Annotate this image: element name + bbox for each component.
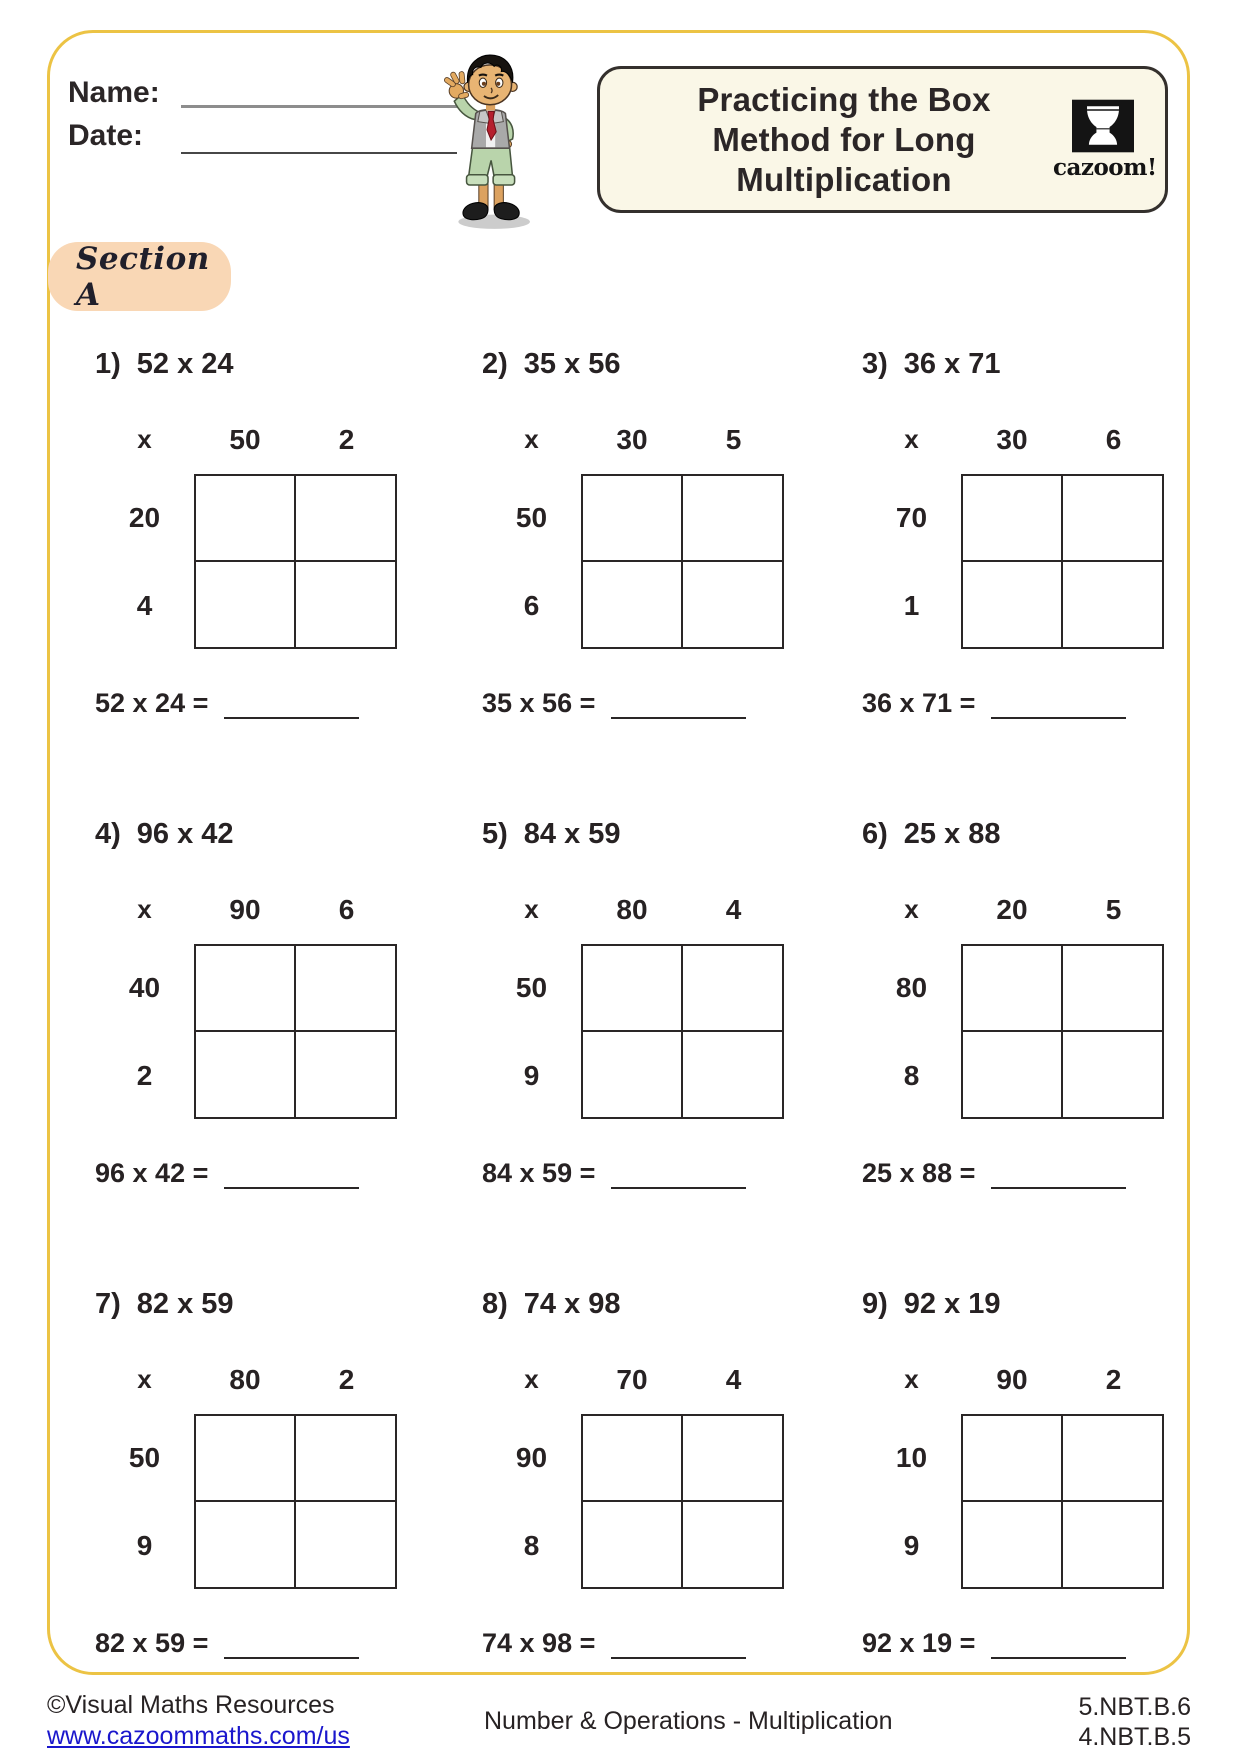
answer-prefix: 92 x 19 = <box>862 1628 976 1658</box>
empty-product-cell <box>1063 944 1164 1032</box>
footer-standards <box>1078 1692 1191 1752</box>
title-line: Multiplication <box>736 161 952 198</box>
drum-icon <box>1072 99 1134 153</box>
answer-blank-line <box>611 681 746 719</box>
column-header: 20 <box>996 894 1028 925</box>
problem-label <box>482 1288 855 1321</box>
problem-expression: 36 x 71 <box>903 348 1001 380</box>
section-a-badge <box>48 242 231 311</box>
problem-label <box>482 348 855 381</box>
answer-prefix: 52 x 24 = <box>95 688 209 718</box>
empty-product-cell <box>1063 1032 1164 1119</box>
answer-row <box>482 681 855 719</box>
answer-blank-line <box>991 1151 1126 1189</box>
title-line: Practicing the Box <box>697 81 991 118</box>
footer-topic: Number & Operations - Multiplication <box>484 1707 893 1735</box>
title-line: Method for Long <box>712 121 976 158</box>
answer-blank-line <box>611 1621 746 1659</box>
box-method-table <box>482 1364 855 1589</box>
answer-row <box>482 1621 855 1659</box>
problem-block-4 <box>88 810 475 1280</box>
problem-label <box>95 1288 475 1321</box>
problem-expression: 84 x 59 <box>523 818 621 850</box>
column-header: 6 <box>338 894 355 925</box>
problem-block-6 <box>855 810 1168 1280</box>
empty-product-cell <box>1063 474 1164 562</box>
answer-row <box>862 1151 1168 1189</box>
problem-number: 2) <box>482 348 508 380</box>
empty-product-cell <box>581 1414 683 1502</box>
empty-product-cell <box>961 1414 1063 1502</box>
problem-block-7 <box>88 1280 475 1750</box>
row-header: 80 <box>895 972 928 1003</box>
row-header: 4 <box>136 589 153 621</box>
empty-product-cell <box>581 1502 683 1589</box>
row-header: 9 <box>523 1059 540 1091</box>
column-header: 30 <box>996 424 1028 455</box>
row-header: 10 <box>895 1442 928 1473</box>
column-header: 2 <box>338 1364 355 1395</box>
column-header: 90 <box>229 894 261 925</box>
empty-product-cell <box>683 944 784 1032</box>
multiply-symbol: x <box>524 424 539 454</box>
empty-product-cell <box>194 562 296 649</box>
problem-label <box>95 348 475 381</box>
row-header: 40 <box>128 972 161 1003</box>
empty-product-cell <box>683 474 784 562</box>
problem-expression: 92 x 19 <box>903 1288 1001 1320</box>
multiply-symbol: x <box>524 894 539 924</box>
answer-blank-line <box>224 681 359 719</box>
empty-product-cell <box>961 1502 1063 1589</box>
row-header: 70 <box>895 502 928 533</box>
name-label: Name: <box>68 76 160 109</box>
column-header: 5 <box>1105 894 1122 925</box>
box-method-table <box>482 424 855 649</box>
box-method-table <box>862 424 1168 649</box>
answer-row <box>95 1151 475 1189</box>
row-header: 1 <box>903 589 920 621</box>
problem-block-8 <box>475 1280 855 1750</box>
problem-expression: 96 x 42 <box>136 818 234 850</box>
problem-expression: 35 x 56 <box>523 348 621 380</box>
problem-label <box>482 818 855 851</box>
row-header: 90 <box>515 1442 548 1473</box>
row-header: 50 <box>128 1442 161 1473</box>
problem-number: 7) <box>95 1288 121 1320</box>
empty-product-cell <box>296 1032 397 1119</box>
standard-code: 4.NBT.B.5 <box>1078 1723 1191 1751</box>
empty-product-cell <box>296 1414 397 1502</box>
empty-product-cell <box>683 562 784 649</box>
answer-prefix: 84 x 59 = <box>482 1158 596 1188</box>
box-method-table <box>862 894 1168 1119</box>
answer-prefix: 35 x 56 = <box>482 688 596 718</box>
box-method-table <box>862 1364 1168 1589</box>
empty-product-cell <box>683 1502 784 1589</box>
empty-product-cell <box>194 1032 296 1119</box>
problem-number: 3) <box>862 348 888 380</box>
empty-product-cell <box>961 944 1063 1032</box>
column-header: 4 <box>725 1364 742 1395</box>
answer-row <box>862 1621 1168 1659</box>
answer-prefix: 96 x 42 = <box>95 1158 209 1188</box>
answer-blank-line <box>224 1151 359 1189</box>
row-header: 50 <box>515 972 548 1003</box>
empty-product-cell <box>194 474 296 562</box>
problem-number: 4) <box>95 818 121 850</box>
multiply-symbol: x <box>904 424 919 454</box>
empty-product-cell <box>296 474 397 562</box>
column-header: 4 <box>725 894 742 925</box>
column-header: 6 <box>1105 424 1122 455</box>
empty-product-cell <box>581 562 683 649</box>
worksheet-title-box <box>597 66 1168 213</box>
row-header: 9 <box>136 1529 153 1561</box>
answer-row <box>862 681 1168 719</box>
problem-number: 9) <box>862 1288 888 1320</box>
problem-expression: 25 x 88 <box>903 818 1001 850</box>
column-header: 50 <box>229 424 261 455</box>
row-header: 2 <box>136 1059 153 1091</box>
name-blank-line <box>181 105 458 108</box>
row-header: 8 <box>903 1059 920 1091</box>
empty-product-cell <box>961 1032 1063 1119</box>
multiply-symbol: x <box>137 424 152 454</box>
problem-block-2 <box>475 340 855 810</box>
problem-block-5 <box>475 810 855 1280</box>
multiply-symbol: x <box>904 1364 919 1394</box>
problems-grid <box>88 340 1168 1750</box>
empty-product-cell <box>194 944 296 1032</box>
empty-product-cell <box>1063 1502 1164 1589</box>
row-header: 6 <box>523 589 540 621</box>
date-blank-line <box>181 152 457 154</box>
answer-prefix: 74 x 98 = <box>482 1628 596 1658</box>
copyright-text: ©Visual Maths Resources <box>47 1691 335 1719</box>
answer-row <box>482 1151 855 1189</box>
empty-product-cell <box>961 562 1063 649</box>
answer-prefix: 82 x 59 = <box>95 1628 209 1658</box>
box-method-table <box>95 424 475 649</box>
column-header: 90 <box>996 1364 1028 1395</box>
empty-product-cell <box>296 1502 397 1589</box>
empty-product-cell <box>683 1032 784 1119</box>
problem-label <box>862 1288 1168 1321</box>
standard-code: 5.NBT.B.6 <box>1078 1693 1191 1721</box>
column-header: 80 <box>229 1364 261 1395</box>
problem-block-3 <box>855 340 1168 810</box>
problem-label <box>862 818 1168 851</box>
empty-product-cell <box>683 1414 784 1502</box>
section-a-label: Section A <box>76 240 210 313</box>
problem-number: 5) <box>482 818 508 850</box>
problem-number: 8) <box>482 1288 508 1320</box>
column-header: 2 <box>338 424 355 455</box>
multiply-symbol: x <box>904 894 919 924</box>
empty-product-cell <box>581 944 683 1032</box>
empty-product-cell <box>194 1414 296 1502</box>
row-header: 50 <box>515 502 548 533</box>
problem-block-1 <box>88 340 475 810</box>
empty-product-cell <box>581 474 683 562</box>
empty-product-cell <box>296 562 397 649</box>
box-method-table <box>482 894 855 1119</box>
column-header: 70 <box>616 1364 648 1395</box>
row-header: 8 <box>523 1529 540 1561</box>
box-method-table <box>95 894 475 1119</box>
column-header: 2 <box>1105 1364 1122 1395</box>
problem-number: 6) <box>862 818 888 850</box>
box-method-table <box>95 1364 475 1589</box>
cazoom-logo <box>1053 99 1157 181</box>
footer-credits <box>47 1690 350 1752</box>
row-header: 9 <box>903 1529 920 1561</box>
empty-product-cell <box>1063 1414 1164 1502</box>
empty-product-cell <box>194 1502 296 1589</box>
answer-blank-line <box>991 1621 1126 1659</box>
website-link[interactable]: www.cazoommaths.com/us <box>47 1722 350 1750</box>
answer-blank-line <box>611 1151 746 1189</box>
multiply-symbol: x <box>137 894 152 924</box>
answer-prefix: 25 x 88 = <box>862 1158 976 1188</box>
problem-expression: 52 x 24 <box>136 348 234 380</box>
empty-product-cell <box>581 1032 683 1119</box>
answer-prefix: 36 x 71 = <box>862 688 976 718</box>
problem-label <box>862 348 1168 381</box>
date-label: Date: <box>68 119 144 152</box>
multiply-symbol: x <box>137 1364 152 1394</box>
column-header: 30 <box>616 424 648 455</box>
answer-row <box>95 1621 475 1659</box>
multiply-symbol: x <box>524 1364 539 1394</box>
empty-product-cell <box>296 944 397 1032</box>
answer-blank-line <box>224 1621 359 1659</box>
answer-blank-line <box>991 681 1126 719</box>
row-header: 20 <box>128 502 161 533</box>
column-header: 5 <box>725 424 742 455</box>
problem-expression: 82 x 59 <box>136 1288 234 1320</box>
problem-number: 1) <box>95 348 121 380</box>
problem-label <box>95 818 475 851</box>
column-header: 80 <box>616 894 648 925</box>
problem-block-9 <box>855 1280 1168 1750</box>
answer-row <box>95 681 475 719</box>
logo-wordmark: cazoom! <box>1053 154 1157 181</box>
empty-product-cell <box>1063 562 1164 649</box>
empty-product-cell <box>961 474 1063 562</box>
problem-expression: 74 x 98 <box>523 1288 621 1320</box>
boy-mascot-illustration <box>441 48 533 232</box>
worksheet-title <box>618 80 1070 200</box>
